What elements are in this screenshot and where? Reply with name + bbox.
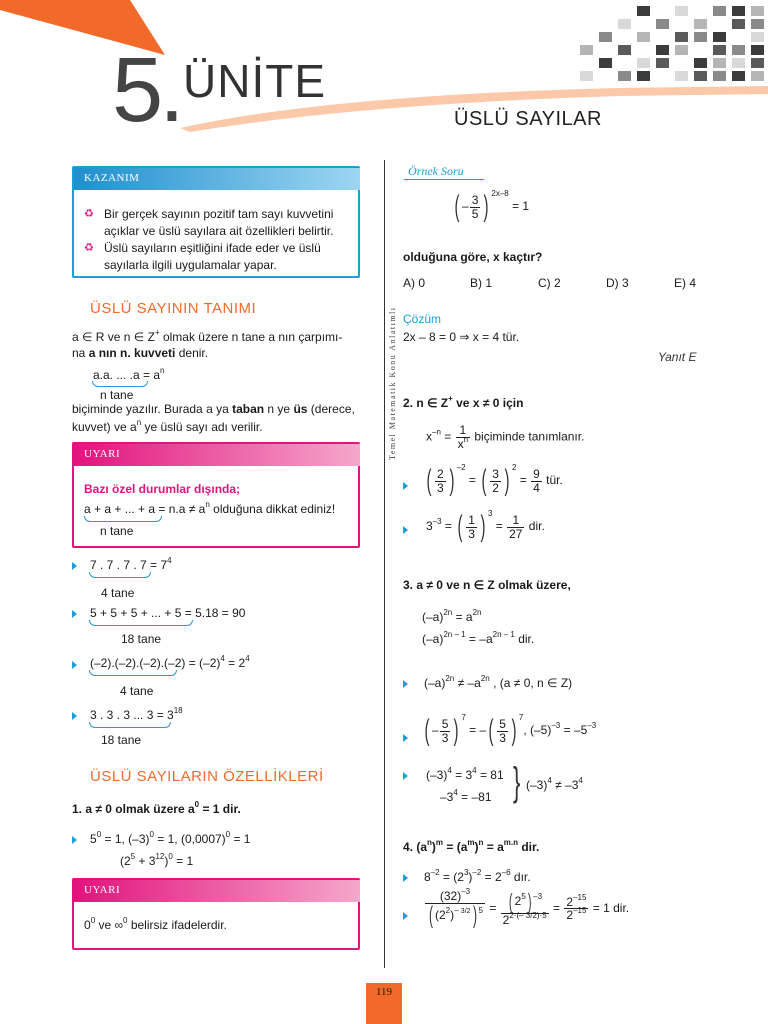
decor-square bbox=[732, 6, 745, 16]
decor-square bbox=[751, 45, 764, 55]
kazanim-item: ♻ Üslü sayıların eşitliğini ifade eder ve üslü sayılarla ilgili uygulamalar yapar. bbox=[84, 241, 321, 272]
warning-text: Bazı özel durumlar dışında; bbox=[84, 482, 241, 496]
column-divider bbox=[384, 160, 385, 968]
bullet-arrow bbox=[403, 912, 408, 920]
decor-square bbox=[580, 45, 593, 55]
bullet-arrow bbox=[403, 874, 408, 882]
bullet-arrow bbox=[72, 712, 77, 720]
cozum-label: Çözüm bbox=[403, 312, 442, 326]
decor-square bbox=[656, 19, 669, 29]
kazanim-label: KAZANIM bbox=[74, 168, 360, 190]
rule-definition: $x^{-n}$ = $\frac{1}{x^n}$ biçiminde tanımlanır. bbox=[426, 423, 585, 451]
decor-square bbox=[751, 58, 764, 68]
unit-number: 5. bbox=[112, 39, 181, 141]
decor-square bbox=[751, 32, 764, 42]
brace bbox=[89, 620, 193, 626]
brace-label: 18 tane bbox=[121, 632, 162, 646]
rule-title: 4. $(a^n)^m = (a^m)^n = a^{m.n}$ dir. bbox=[403, 838, 540, 854]
rule-definition: $(-a)^{2n} = a^{2n}$ bbox=[422, 608, 482, 624]
definition-text: a ∈ R ve n ∈ Z+ olmak üzere n tane a nın çarpımı- bbox=[72, 328, 343, 344]
property-example: $5^0 = 1$, $(-3)^0 = 1$, $(0,0007)^0 = 1$ bbox=[90, 830, 251, 846]
rule-example: $(-3)^4 = 3^4 = 81$ bbox=[426, 766, 504, 782]
decor-square bbox=[637, 6, 650, 16]
brace bbox=[92, 381, 148, 387]
rule-definition: $(-a)^{2n - 1} = -a^{2n - 1}$ dir. bbox=[422, 630, 535, 646]
decor-square bbox=[675, 32, 688, 42]
bullet-arrow bbox=[403, 680, 408, 688]
unit-word: ÜNİTE bbox=[183, 55, 326, 107]
brace bbox=[89, 722, 171, 728]
rule-title: 3. a ≠ 0 ve n ∈ Z olmak üzere, bbox=[403, 578, 571, 592]
definition-expr: a.a. ... $.a = a^n$ bbox=[93, 366, 165, 382]
chapter-title: ÜSLÜ SAYILAR bbox=[454, 108, 602, 130]
brace bbox=[84, 516, 162, 522]
warning-expr: a + a + ... + $a = n.a \ne a^n$ olduğuna dikkat ediniz! bbox=[84, 500, 336, 516]
decor-square bbox=[656, 45, 669, 55]
brace-label: n tane bbox=[100, 524, 134, 538]
rule-example: ( – $\frac{5}{3}$ ) $^7$ = –( $\frac{5}{3}$ ) $^7$, $(-5)^{-3} = -5^{-3}$ bbox=[424, 713, 597, 747]
decor-square bbox=[675, 45, 688, 55]
decor-square bbox=[751, 71, 764, 81]
warning-label: UYARI bbox=[74, 444, 360, 466]
rule-example: ( $\frac{2}{3}$ ) $^{-2}$ = ( $\frac{3}{2}$ ) $^2$ = $\frac{9}{4}$ tür. bbox=[426, 463, 563, 497]
rule-example: $(-a)^{2n} \ne -a^{2n}$ , (a ≠ 0, n ∈ Z) bbox=[424, 674, 573, 690]
decor-square bbox=[675, 71, 688, 81]
brace-label: 18 tane bbox=[101, 733, 142, 747]
option-e: E) 4 bbox=[674, 276, 697, 290]
decor-square bbox=[637, 58, 650, 68]
decor-square bbox=[694, 32, 707, 42]
decor-square bbox=[713, 58, 726, 68]
bullet-arrow bbox=[403, 526, 408, 534]
brace bbox=[89, 670, 177, 676]
kazanim-item: ♻ Bir gerçek sayının pozitif tam sayı kuvvetini açıklar ve üslü sayılara ait özellikleri belirtir. bbox=[84, 207, 334, 238]
curly-brace: } bbox=[513, 760, 521, 804]
section-heading: ÜSLÜ SAYILARIN ÖZELLİKLERİ bbox=[90, 768, 324, 785]
decor-square bbox=[656, 58, 669, 68]
definition-text: na a nın n. kuvveti denir. bbox=[72, 346, 209, 360]
kazanim-box bbox=[72, 166, 360, 278]
decor-square bbox=[713, 45, 726, 55]
example-expr: 7 . 7 . 7 . $7 = 7^4$ bbox=[90, 556, 172, 572]
rule-example: $-3^4 = -81$ bbox=[440, 788, 492, 804]
decor-square bbox=[618, 19, 631, 29]
decor-square bbox=[694, 58, 707, 68]
bullet-arrow bbox=[403, 772, 408, 780]
brace bbox=[89, 572, 151, 578]
decor-square bbox=[732, 45, 745, 55]
decor-square bbox=[751, 19, 764, 29]
brace-label: 4 tane bbox=[120, 684, 154, 698]
decor-square bbox=[599, 32, 612, 42]
brace-label: 4 tane bbox=[101, 586, 135, 600]
option-b: B) 1 bbox=[470, 276, 493, 290]
warning-box bbox=[72, 442, 360, 548]
decor-square bbox=[618, 71, 631, 81]
cozum-text: 2x – 8 = 0 ⇒ x = 4 tür. bbox=[403, 330, 520, 344]
bullet-arrow bbox=[403, 734, 408, 742]
bullet-arrow bbox=[72, 562, 77, 570]
rule-example: $8^{-2} = (2^3)^{-2} = 2^{-6}$ dır. bbox=[424, 868, 531, 884]
example-expr: 5 + 5 + 5 + ... + 5 = 5.18 = 90 bbox=[90, 606, 246, 620]
ornek-label: Örnek Soru bbox=[408, 164, 464, 178]
rule-example: $(-3)^4 \ne -3^4$ bbox=[526, 776, 583, 792]
rule-title: 2. n ∈ Z+ ve x ≠ 0 için bbox=[403, 394, 524, 410]
section-heading: ÜSLÜ SAYININ TANIMI bbox=[90, 300, 257, 317]
decor-square bbox=[751, 6, 764, 16]
decor-square bbox=[580, 71, 593, 81]
warning-text: $0^0$ ve ∞$^0$ belirsiz ifadelerdir. bbox=[84, 916, 227, 932]
definition-text: kuvvet) ve $a^n$ ye üslü sayı adı verilir. bbox=[72, 418, 263, 434]
option-c: C) 2 bbox=[538, 276, 561, 290]
bullet-arrow bbox=[72, 836, 77, 844]
answer-label: Yanıt E bbox=[658, 350, 697, 364]
decor-square bbox=[694, 19, 707, 29]
rule-example: $\frac{(32)^{-3}}{( (2^2)^{- 3/2}) ^5}$ = $\frac{( 2^5) ^{-3}}{2^{2\cdot(- 3/2)\cdot 5}}$ = $\frac{2^{-15}}{2^{-15}}$ = 1 dir. bbox=[424, 890, 629, 928]
ornek-question: olduğuna göre, x kaçtır? bbox=[403, 250, 543, 264]
decor-square bbox=[713, 6, 726, 16]
example-expr: $(-2).(-2).(-2).(-2) = (-2)^4 = 2^4$ bbox=[90, 654, 250, 670]
decor-square bbox=[713, 71, 726, 81]
warning-box bbox=[72, 878, 360, 950]
definition-text: biçiminde yazılır. Burada a ya taban n ye üs (derece, bbox=[72, 402, 355, 416]
decor-square bbox=[694, 71, 707, 81]
bullet-arrow bbox=[72, 610, 77, 618]
decor-square bbox=[618, 45, 631, 55]
ornek-underline bbox=[404, 179, 484, 180]
decor-square bbox=[637, 32, 650, 42]
option-d: D) 3 bbox=[606, 276, 629, 290]
bullet-arrow bbox=[403, 482, 408, 490]
decor-square bbox=[637, 71, 650, 81]
rule-example: $3^{-3}$ = ( $\frac{1}{3}$ ) $^3$ = $\frac{1}{27}$ dir. bbox=[426, 509, 545, 543]
decor-square bbox=[732, 19, 745, 29]
bullet-arrow bbox=[72, 661, 77, 669]
decor-square bbox=[732, 71, 745, 81]
ornek-equation: ( – $\frac{3}{5}$ ) $^{2x-8}$ = 1 bbox=[454, 189, 530, 223]
decor-square bbox=[732, 58, 745, 68]
decor-square bbox=[599, 58, 612, 68]
option-a: A) 0 bbox=[403, 276, 426, 290]
side-text: Temel Matematik Konu Anlatımlı bbox=[388, 306, 397, 460]
decor-square bbox=[675, 6, 688, 16]
decor-square bbox=[713, 32, 726, 42]
page-number: 119 bbox=[375, 986, 393, 998]
brace-label: n tane bbox=[100, 388, 134, 402]
warning-label: UYARI bbox=[74, 880, 360, 902]
property-title: 1. a ≠ 0 olmak üzere $a^0 = 1$ dir. bbox=[72, 800, 241, 816]
property-example: $(2^5 + 3^{12})^0 = 1$ bbox=[120, 852, 194, 868]
example-expr: 3 . 3 . 3 ... $3 = 3^{18}$ bbox=[90, 706, 183, 722]
